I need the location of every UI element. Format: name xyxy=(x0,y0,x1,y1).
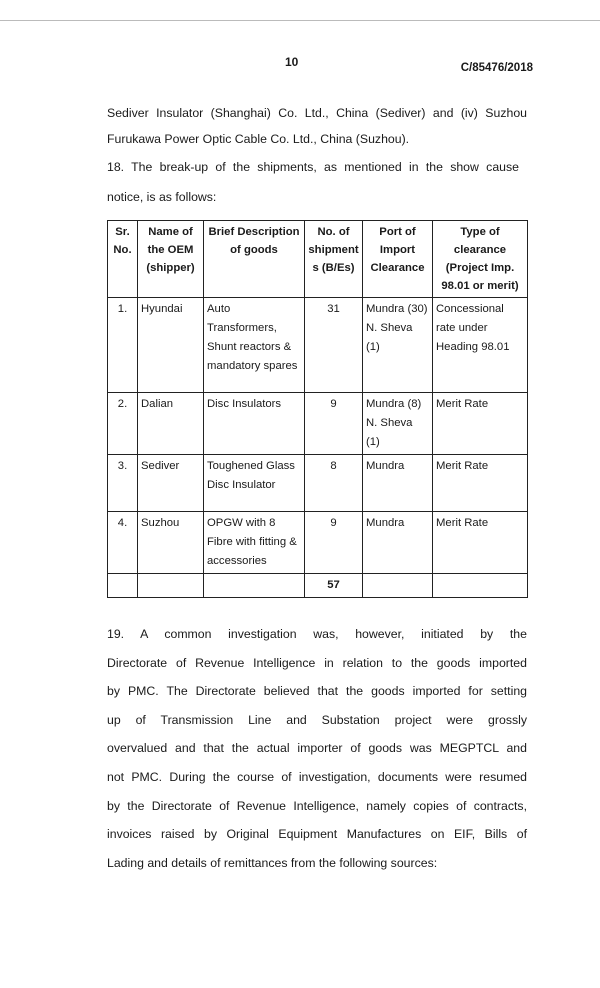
cell: Mundra xyxy=(363,455,433,512)
cell: Auto Transformers, Shunt reactors & mandatory spares xyxy=(204,298,305,393)
page-header xyxy=(107,0,533,100)
text-line: by PMC. The Directorate believed that the goods imported for setting xyxy=(107,684,527,699)
cell xyxy=(108,574,138,598)
text-line: Furukawa Power Optic Cable Co. Ltd., China (Suzhou). xyxy=(107,132,410,146)
total-shipments: 57 xyxy=(305,574,363,598)
header-cell: Brief Description of goods xyxy=(204,221,305,298)
text-line: notice, is as follows: xyxy=(107,190,217,204)
text-line: Lading and details of remittances from the following sources: xyxy=(107,855,438,870)
cell: 8 xyxy=(305,455,363,512)
cell xyxy=(363,574,433,598)
cell: Dalian xyxy=(138,393,204,455)
text-line: not PMC. During the course of investigation, documents were resumed xyxy=(107,769,527,784)
table-total-row xyxy=(108,574,528,598)
paragraph-19 xyxy=(107,620,527,877)
cell: Concessional rate under Heading 98.01 xyxy=(433,298,528,393)
text-line: Directorate of Revenue Intelligence in relation to the goods imported xyxy=(107,655,527,670)
cell: 9 xyxy=(305,512,363,574)
header-cell: Name of the OEM (shipper) xyxy=(138,221,204,298)
cell xyxy=(433,574,528,598)
cell: 31 xyxy=(305,298,363,393)
cell: Suzhou xyxy=(138,512,204,574)
table-row xyxy=(108,298,528,393)
cell: 9 xyxy=(305,393,363,455)
cell: Disc Insulators xyxy=(204,393,305,455)
header-cell: Sr. No. xyxy=(108,221,138,298)
table-row xyxy=(108,393,528,455)
shipments-table xyxy=(107,220,528,598)
text-line: by the Directorate of Revenue Intelligence, namely copies of contracts, xyxy=(107,798,527,813)
cell: Toughened Glass Disc Insulator xyxy=(204,455,305,512)
text-line: 19. A common investigation was, however, initiated by the xyxy=(107,627,527,641)
cell xyxy=(204,574,305,598)
cell: Mundra xyxy=(363,512,433,574)
table-header-row xyxy=(108,221,528,298)
text-line: 18. The break-up of the shipments, as mentioned in the show cause xyxy=(107,160,519,174)
cell: 2. xyxy=(108,393,138,455)
cell: 4. xyxy=(108,512,138,574)
header-cell: No. of shipments (B/Es) xyxy=(305,221,363,298)
cell: Mundra (8) N. Sheva (1) xyxy=(363,393,433,455)
header-cell: Port of Import Clearance xyxy=(363,221,433,298)
text-line: Sediver Insulator (Shanghai) Co. Ltd., China (Sediver) and (iv) Suzhou xyxy=(107,106,527,120)
table-row xyxy=(108,512,528,574)
cell: Sediver xyxy=(138,455,204,512)
page-number: 10 xyxy=(285,55,299,69)
cell: Merit Rate xyxy=(433,455,528,512)
text-line: invoices raised by Original Equipment Manufactures on EIF, Bills of xyxy=(107,827,527,842)
text-line: overvalued and that the actual importer of goods was MEGPTCL and xyxy=(107,741,527,756)
cell xyxy=(138,574,204,598)
cell: Hyundai xyxy=(138,298,204,393)
cell: Merit Rate xyxy=(433,393,528,455)
cell: Merit Rate xyxy=(433,512,528,574)
cell: Mundra (30) N. Sheva (1) xyxy=(363,298,433,393)
case-number: C/85476/2018 xyxy=(460,62,533,74)
cell: OPGW with 8 Fibre with fitting & accessories xyxy=(204,512,305,574)
table-row xyxy=(108,455,528,512)
cell: 1. xyxy=(108,298,138,393)
text-line: up of Transmission Line and Substation project were grossly xyxy=(107,712,527,727)
header-cell: Type of clearance (Project Imp. 98.01 or merit) xyxy=(433,221,528,298)
cell: 3. xyxy=(108,455,138,512)
